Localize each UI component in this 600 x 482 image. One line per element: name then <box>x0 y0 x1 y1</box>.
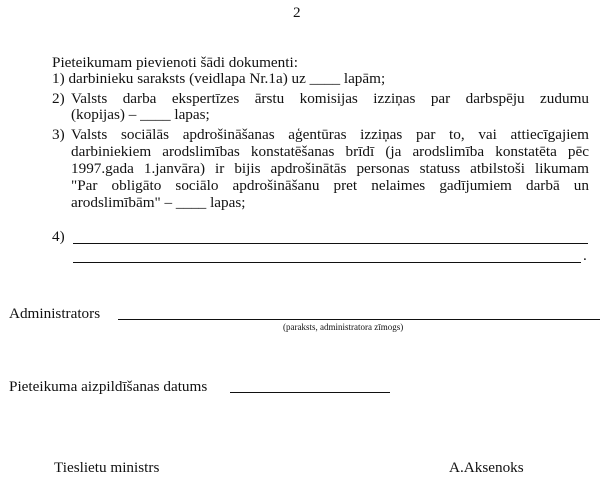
attachment-item-3-line-4: "Par obligāto sociālo apdrošināšanu pret nelaimes gadījumiem darbā un <box>71 177 589 194</box>
attachment-item-1: 1) darbinieku saraksts (veidlapa Nr.1a) uz ____ lapām; <box>52 70 386 87</box>
attachment-item-2-number: 2) <box>52 90 65 107</box>
attachment-item-2-line-2: (kopijas) – ____ lapas; <box>71 106 210 123</box>
page-number: 2 <box>293 4 301 21</box>
attachments-heading: Pieteikumam pievienoti šādi dokumenti: <box>52 54 298 71</box>
attachment-item-4-line-2 <box>73 262 581 263</box>
attachment-item-4-end: . <box>583 247 587 264</box>
attachment-item-3-number: 3) <box>52 126 65 143</box>
date-label: Pieteikuma aizpildīšanas datums <box>9 378 208 395</box>
administrator-signature-line <box>118 319 600 320</box>
administrator-caption: (paraksts, administratora zīmogs) <box>283 322 404 332</box>
attachment-item-3-line-3: 1997.gada 1.janvāra) ir bijis apdrošinātās personas statuss atbilstoši likumam <box>71 160 589 177</box>
administrator-label: Administrators <box>9 305 101 322</box>
attachment-item-3-line-2: darbiniekiem arodslimības konstatēšanas brīdī (ja arodslimība konstatēta pēc <box>71 143 589 160</box>
attachment-item-3-line-1: Valsts sociālās apdrošināšanas aģentūras izziņas par to, vai attiecīgajiem <box>71 126 589 143</box>
date-line <box>230 392 390 393</box>
attachment-item-3-line-5: arodslimībām" – ____ lapas; <box>71 194 246 211</box>
attachment-item-2-line-1: Valsts darba ekspertīzes ārstu komisijas izziņas par darbspēju zudumu <box>71 90 589 107</box>
attachment-item-4-number: 4) <box>52 228 65 245</box>
attachment-item-4-line-1 <box>73 243 588 244</box>
minister-title: Tieslietu ministrs <box>54 459 160 476</box>
minister-name: A.Aksenoks <box>449 459 524 476</box>
